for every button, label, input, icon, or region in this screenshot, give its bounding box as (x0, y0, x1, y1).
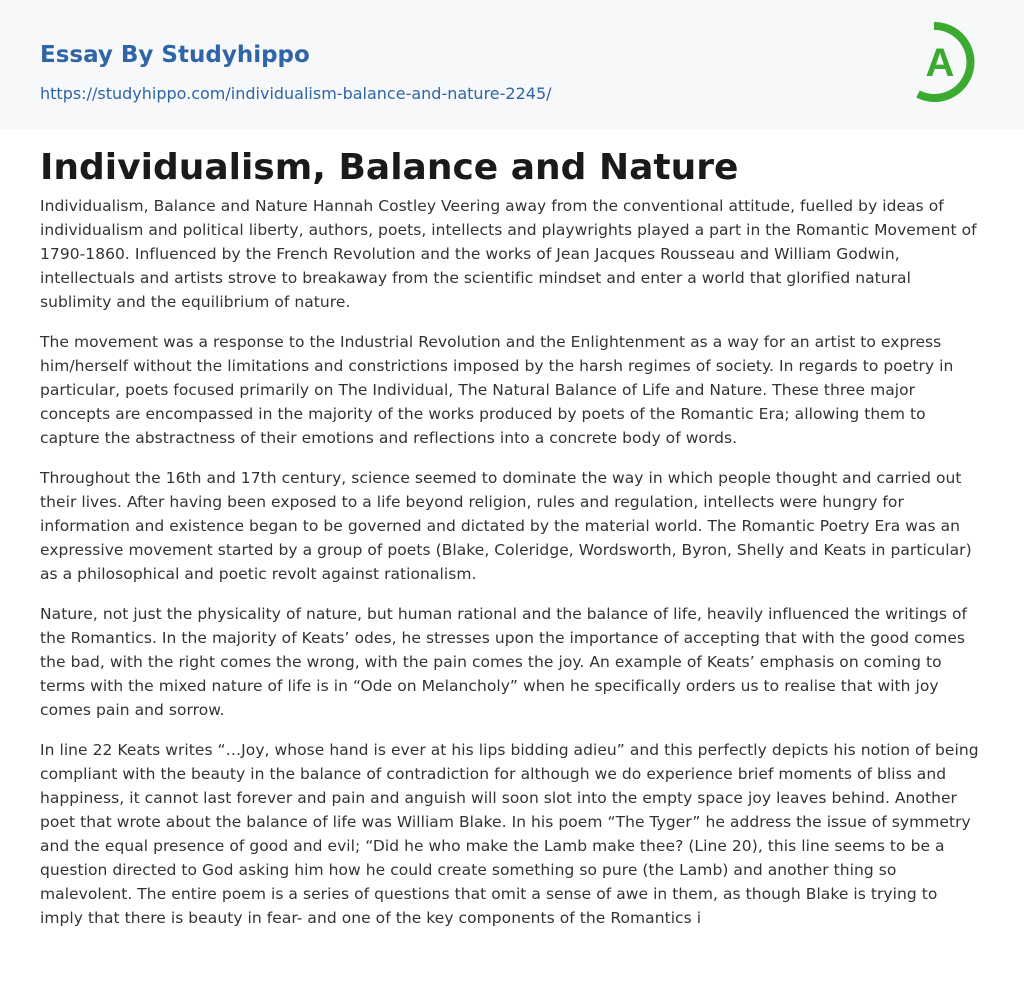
page-title: Individualism, Balance and Nature (40, 147, 739, 188)
letter-a-circle-icon[interactable] (908, 18, 988, 106)
essay-url-link[interactable]: https://studyhippo.com/individualism-balance-and-nature-2245/ (40, 84, 552, 103)
brand-title[interactable]: Essay By Studyhippo (40, 42, 310, 68)
paragraph-2: The movement was a response to the Industrial Revolution and the Enlightenment as a way for an artist to express him/herself without the limitations and constrictions imposed by the harsh regimes of society. In regards to poetry in particular, poets focused primarily on The Individual, The Natural Balance of Life and Nature. These three major concepts are encompassed in the majority of the works produced by poets of the Romantic Era; allowing them to capture the abstractness of their emotions and reflections into a concrete body of words. (40, 333, 954, 447)
article-body (40, 194, 984, 946)
paragraph-3: Throughout the 16th and 17th century, science seemed to dominate the way in which people thought and carried out their lives. After having been exposed to a life beyond religion, rules and regulation, intellects were hungry for information and existence began to be governed and dictated by the material world. The Romantic Poetry Era was an expressive movement started by a group of poets (Blake, Coleridge, Wordsworth, Byron, Shelly and Keats in particular) as a philosophical and poetic revolt against rationalism. (40, 469, 972, 583)
article-header (40, 146, 738, 190)
paragraph-4: Nature, not just the physicality of nature, but human rational and the balance of life, heavily influenced the writings of the Romantics. In the majority of Keats’ odes, he stresses upon the importance of accepting that with the good comes the bad, with the right comes the wrong, with the pain comes the joy. An example of Keats’ emphasis on coming to terms with the mixed nature of life is in “Ode on Melancholy” when he specifically orders us to realise that with joy comes pain and sorrow. (40, 605, 967, 719)
paragraph-5: In line 22 Keats writes “…Joy, whose hand is ever at his lips bidding adieu” and this perfectly depicts his notion of being compliant with the beauty in the balance of contradiction for although we do experience brief moments of bliss and happiness, it cannot last forever and pain and anguish will soon slot into the empty space joy leaves behind. Another poet that wrote about the balance of life was William Blake. In his poem “The Tyger” he address the issue of symmetry and the equal presence of good and evil; “Did he who make the Lamb make thee? (Line 20), this line seems to be a question directed to God asking him how he could create something so pure (the Lamb) and another thing so malevolent. The entire poem is a series of questions that omit a sense of awe in them, as though Blake is trying to imply that there is beauty in fear- and one of the key components of the Romantics i (40, 741, 979, 927)
site-header (0, 0, 1024, 129)
logo-letter: A (925, 41, 955, 85)
paragraph-1: Individualism, Balance and Nature Hannah Costley Veering away from the conventional attitude, fuelled by ideas of individualism and political liberty, authors, poets, intellects and playwrights played a part in the Romantic Movement of 1790-1860. Influenced by the French Revolution and the works of Jean Jacques Rousseau and William Godwin, intellectuals and artists strove to breakaway from the scientific mindset and enter a world that glorified natural sublimity and the equilibrium of nature. (40, 197, 977, 311)
